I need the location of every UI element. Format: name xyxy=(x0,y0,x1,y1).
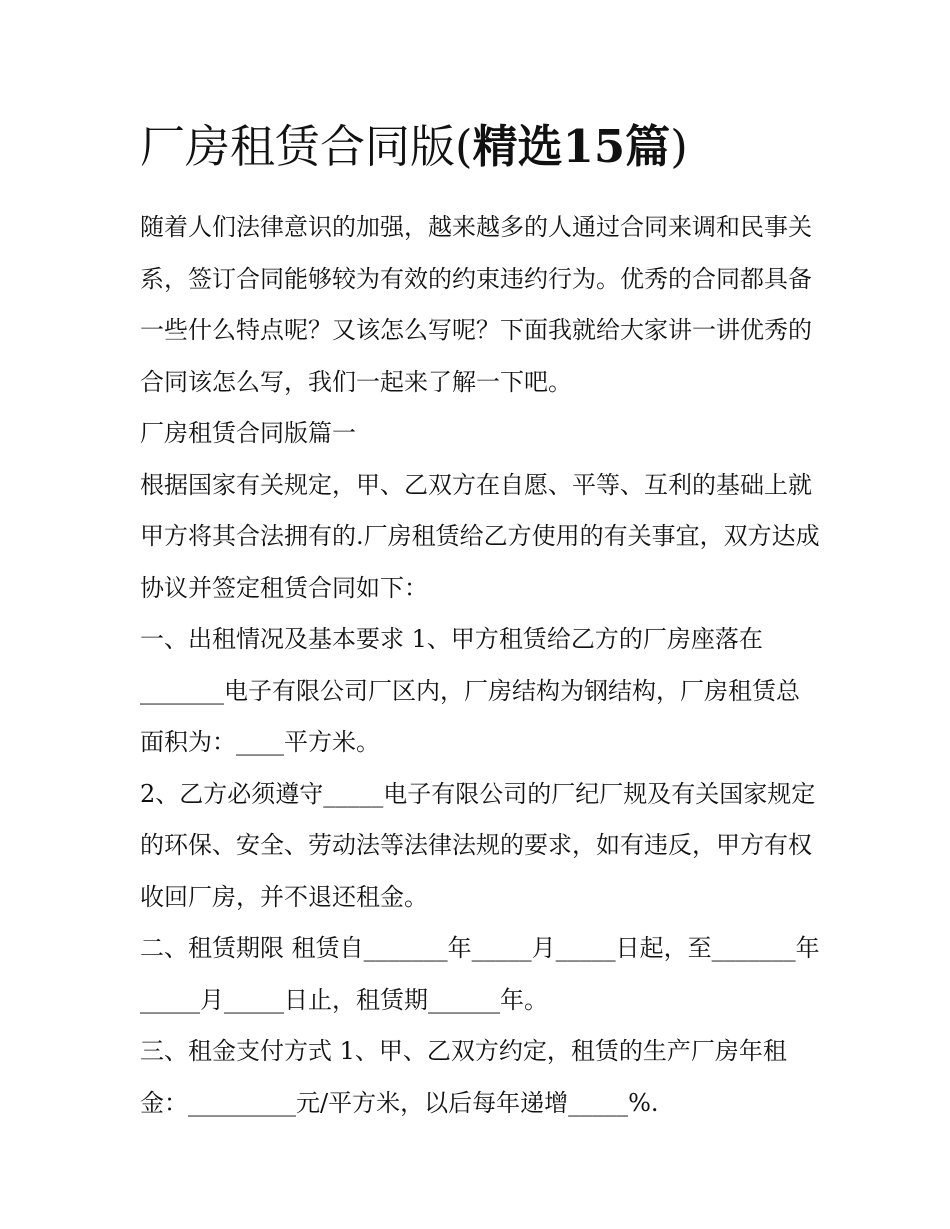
document-title xyxy=(140,112,820,182)
title-bold: 精选15篇 xyxy=(472,120,671,173)
clause-paragraph: 2、乙方必须遵守_____电子有限公司的厂纪厂规及有关国家规定的环保、安全、劳动法等法律法规的要求，如有违反，甲方有权收回厂房，并不退还租金。 xyxy=(140,779,816,911)
intro-paragraph: 随着人们法律意识的加强，越来越多的人通过合同来调和民事关系，签订合同能够较为有效的约束违约行为。优秀的合同都具备一些什么特点呢？又该怎么写呢？下面我就给大家讲一讲优秀的合同该怎么写，我们一起来了解一下吧。 xyxy=(140,213,812,396)
section-heading: 厂房租赁合同版篇一 xyxy=(140,419,356,447)
clause-paragraph: 一、出租情况及基本要求 1、甲方租赁给乙方的厂房座落在_______电子有限公司厂区内，厂房结构为钢结构，厂房租赁总面积为：____平方米。 xyxy=(140,625,800,756)
title-prefix: 厂房租赁合同版( xyxy=(140,120,473,173)
clause-paragraph: 三、租金支付方式 1、甲、乙双方约定，租赁的生产厂房年租金：_________元/平方米，以后每年递增_____%. xyxy=(140,1037,787,1117)
preamble-paragraph: 根据国家有关规定，甲、乙双方在自愿、平等、互利的基础上就甲方将其合法拥有的.厂房租赁给乙方使用的有关事宜，双方达成协议并签定租赁合同如下： xyxy=(140,470,820,602)
document-page xyxy=(140,112,820,1129)
clause-paragraph: 二、租赁期限 租赁自_______年_____月_____日起，至_______年_____月_____日止，租赁期______年。 xyxy=(140,934,820,1014)
document-body xyxy=(140,202,820,1129)
title-suffix: ) xyxy=(670,120,688,173)
